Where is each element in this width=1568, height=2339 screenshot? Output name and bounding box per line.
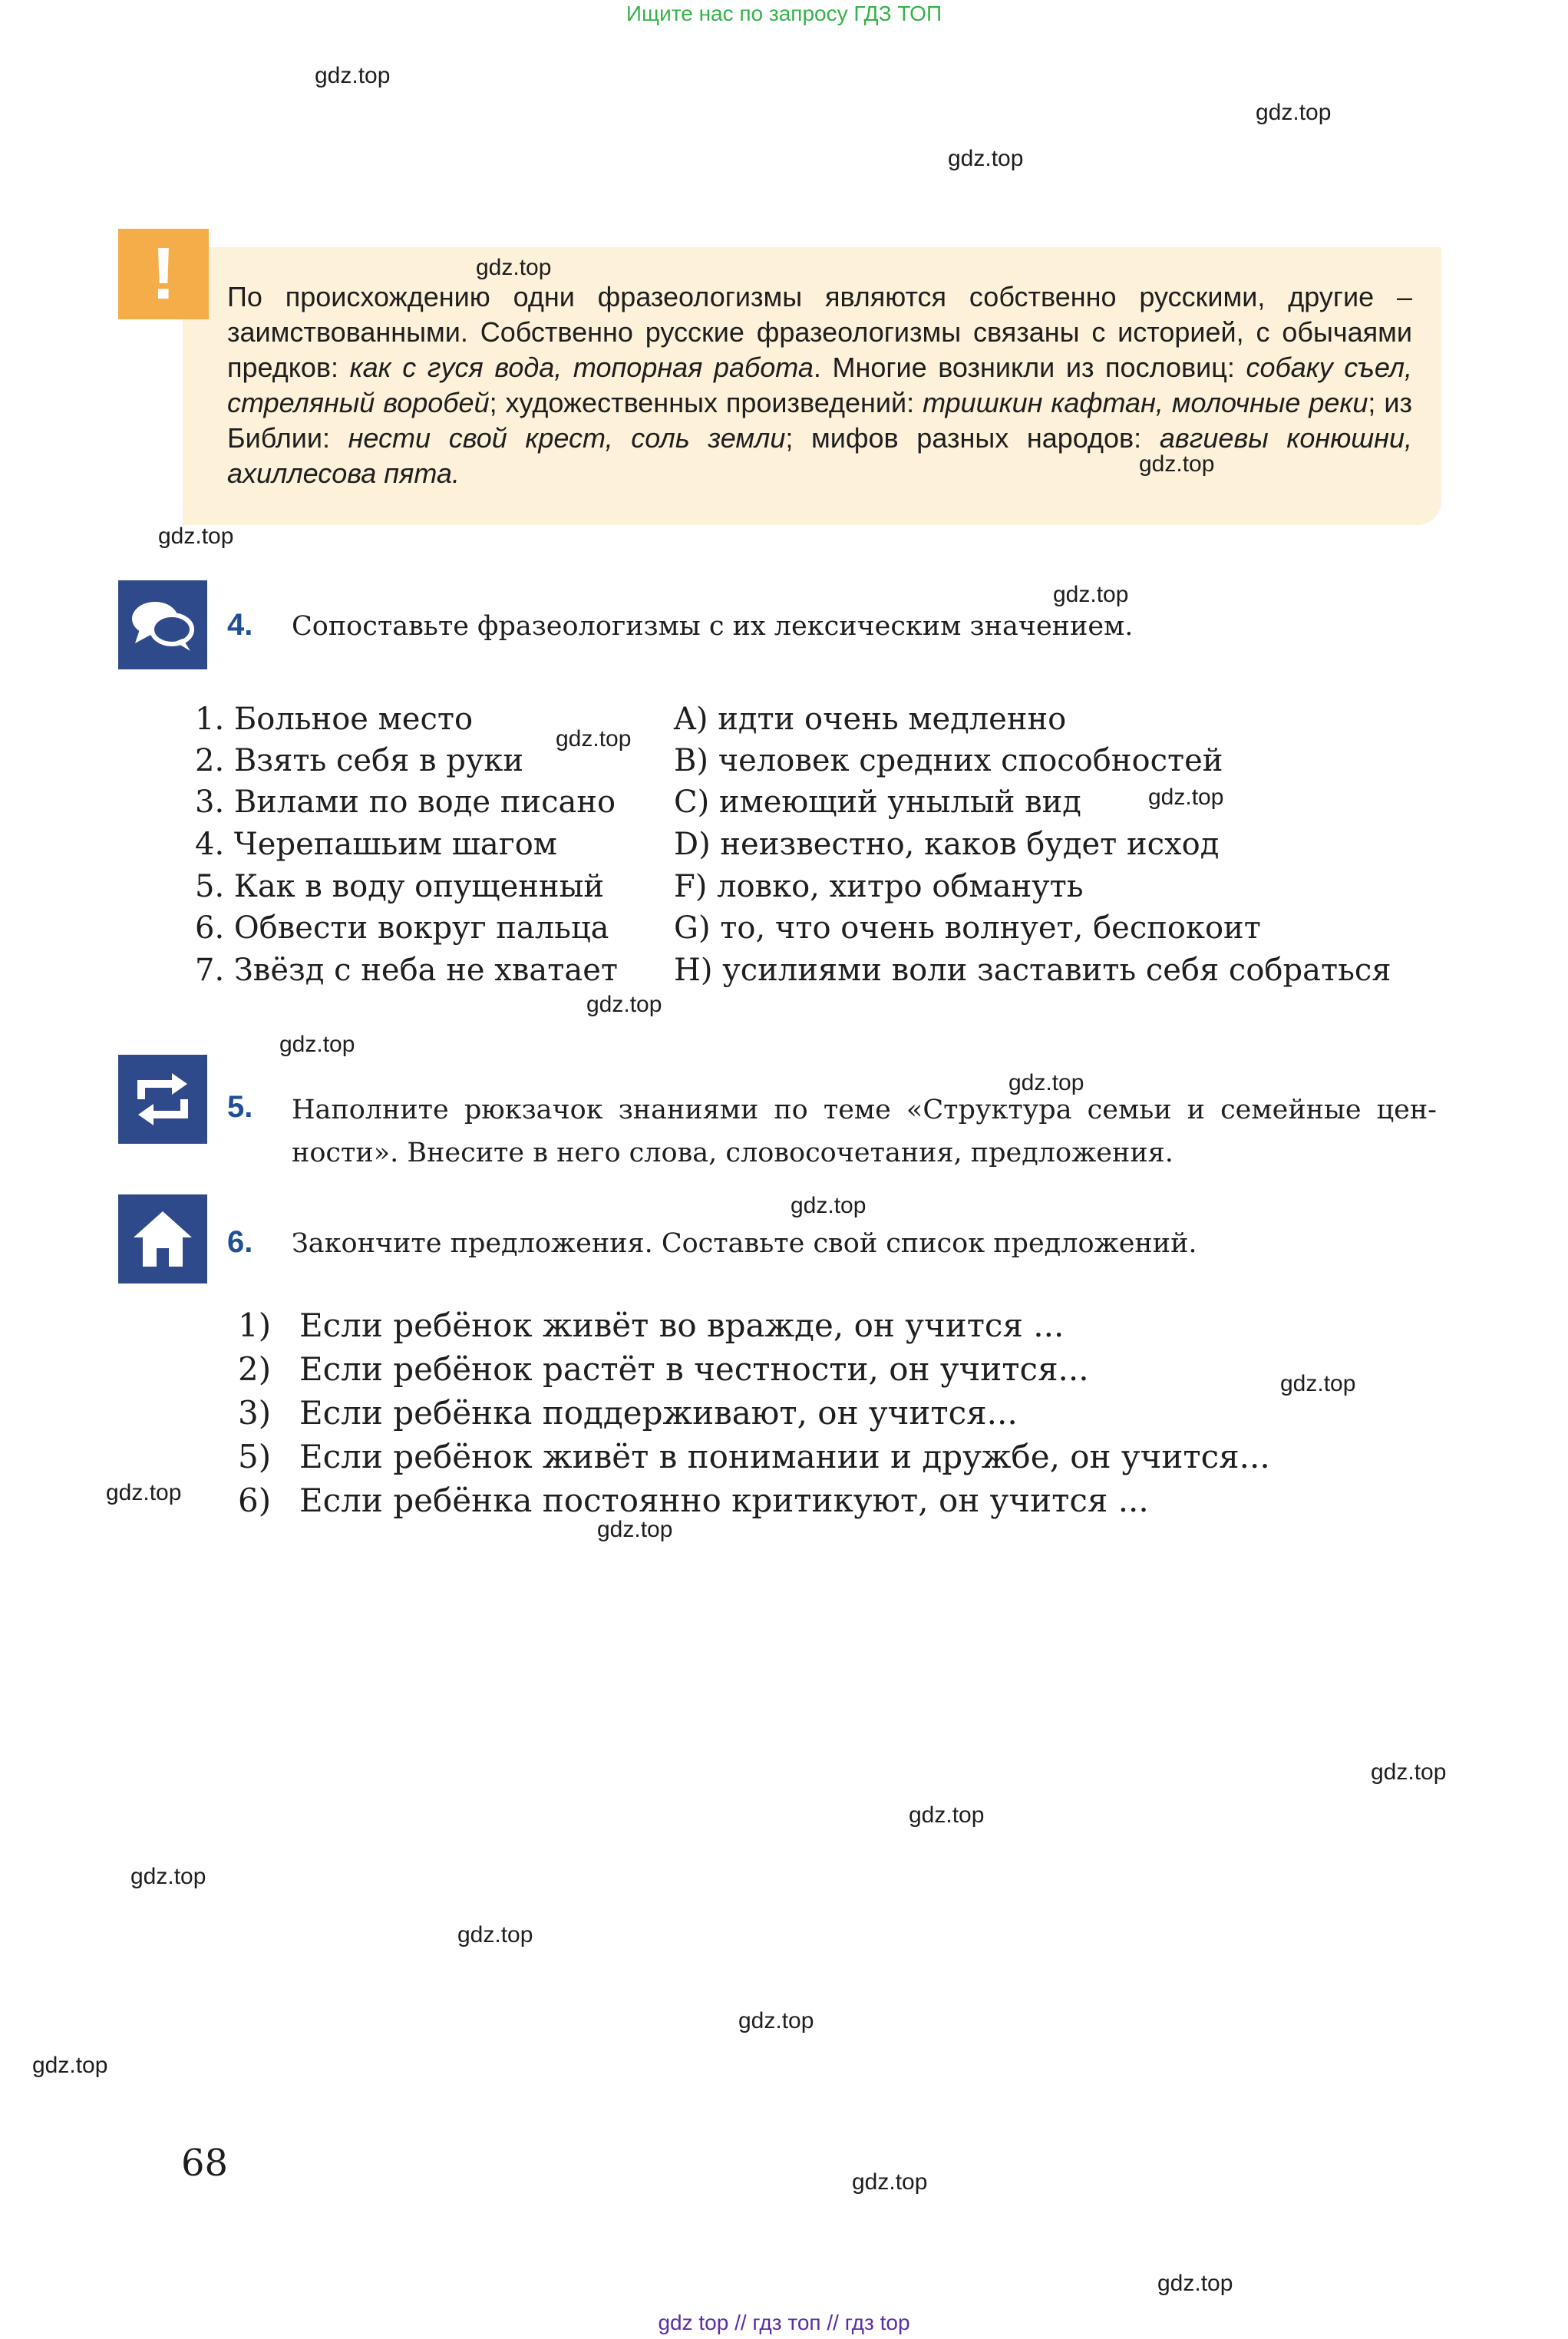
task5-line1: Наполните рюкзачок знаниями по теме «Структура семьи и семейные цен- (292, 1095, 1437, 1125)
watermark: gdz.top (1157, 2271, 1233, 2296)
task6-number: 6. (227, 1225, 253, 1259)
watermark: gdz.top (130, 1864, 206, 1889)
sentence-text: Если ребёнка поддерживают, он учится... (299, 1394, 1018, 1432)
watermark: gdz.top (1280, 1371, 1356, 1396)
list-item (238, 1438, 1270, 1475)
watermark: gdz.top (158, 524, 234, 549)
task4-number: 4. (227, 608, 253, 642)
watermark: gdz.top (1139, 451, 1215, 477)
list-item (238, 1394, 1018, 1432)
info-example-text: авгиевы конюшни, ахиллесова пята. (227, 422, 1413, 489)
list-item: 4. Черепашьим шагом (195, 827, 557, 862)
watermark: gdz.top (909, 1802, 985, 1828)
watermark: gdz.top (1256, 100, 1332, 125)
sentence-text: Если ребёнок живёт в понимании и дружбе, он учится... (299, 1438, 1270, 1475)
list-item (238, 1307, 1065, 1344)
list-item: 1. Больное место (195, 702, 474, 737)
sentence-text: Если ребёнка постоянно критикуют, он учится ... (299, 1482, 1149, 1519)
watermark: gdz.top (1148, 785, 1224, 810)
list-item: 7. Звёзд с неба не хватает (195, 953, 618, 988)
watermark: gdz.top (738, 2008, 814, 2033)
list-item: C) имеющий унылый вид (674, 785, 1081, 820)
list-item (238, 1350, 1089, 1388)
list-item: 3. Вилами по воде писано (195, 785, 616, 820)
footer-links: gdz top // гдз топ // гдз top (658, 2311, 910, 2334)
task5-number: 5. (227, 1090, 253, 1124)
sentence-number: 5) (238, 1438, 272, 1475)
list-item: D) неизвестно, каков будет исход (674, 827, 1220, 862)
list-item: A) идти очень медленно (674, 702, 1067, 737)
task5-line2: ности». Внесите в него слова, словосочетания, предложения. (292, 1138, 1174, 1168)
list-item (238, 1482, 1149, 1519)
search-banner: Ищите нас по запросу ГДЗ ТОП (626, 2, 942, 25)
info-example-text: тришкин кафтан, молочные реки (923, 387, 1368, 418)
info-text-segment: ; из Библии: (227, 387, 1412, 454)
sentence-text: Если ребёнок растёт в честности, он учится... (299, 1350, 1089, 1388)
watermark: gdz.top (1008, 1070, 1084, 1095)
watermark: gdz.top (106, 1480, 182, 1505)
list-item: F) ловко, хитро обмануть (674, 869, 1084, 904)
discussion-icon (118, 580, 207, 669)
watermark: gdz.top (457, 1922, 533, 1948)
info-text (227, 279, 1412, 491)
info-example-text: нести свой крест, соль земли (348, 422, 786, 454)
list-item: 6. Обвести вокруг пальца (195, 910, 609, 946)
watermark: gdz.top (597, 1517, 673, 1542)
watermark: gdz.top (32, 2053, 108, 2078)
info-text-segment: По происхождению одни фразеологизмы являются собственно русскими, другие – заимствованными. Собственно русские фразеологизмы связаны с историей, с обычаями предков: (227, 281, 1412, 383)
sentence-number: 6) (238, 1482, 272, 1519)
watermark: gdz.top (1371, 1759, 1447, 1785)
list-item: 5. Как в воду опущенный (195, 869, 605, 904)
list-item: 2. Взять себя в руки (195, 743, 524, 778)
watermark: gdz.top (586, 992, 662, 1017)
list-item: H) усилиями воли заставить себя собраться (674, 953, 1391, 988)
info-text-segment: ; мифов разных народов: (785, 422, 1160, 454)
sentence-text: Если ребёнок живёт во вражде, он учится ... (299, 1307, 1065, 1344)
exclamation-icon: ! (118, 229, 209, 319)
page-number: 68 (181, 2142, 229, 2185)
info-example-text: как с гуся вода, топорная работа (349, 352, 814, 383)
watermark: gdz.top (1053, 582, 1129, 607)
refresh-icon (118, 1055, 207, 1144)
task6-text: Закончите предложения. Составьте свой список предложений. (292, 1228, 1197, 1259)
watermark: gdz.top (948, 146, 1024, 171)
home-icon (118, 1194, 207, 1283)
sentence-number: 2) (238, 1350, 272, 1388)
info-example-text: собаку съел, стреляный воробей (227, 352, 1412, 418)
watermark: gdz.top (852, 2169, 928, 2195)
watermark: gdz.top (556, 726, 632, 752)
info-text-segment: . Многие возникли из пословиц: (813, 352, 1246, 383)
sentence-number: 3) (238, 1394, 272, 1432)
sentence-number: 1) (238, 1307, 272, 1344)
watermark: gdz.top (279, 1032, 355, 1057)
info-text-segment: ; художественных произведений: (489, 387, 923, 418)
watermark: gdz.top (315, 63, 391, 88)
watermark: gdz.top (476, 255, 552, 280)
list-item: G) то, что очень волнует, беспокоит (674, 910, 1261, 946)
task4-text: Сопоставьте фразеологизмы с их лексическим значением. (292, 611, 1134, 642)
list-item: B) человек средних способностей (674, 743, 1223, 778)
watermark: gdz.top (791, 1193, 867, 1218)
